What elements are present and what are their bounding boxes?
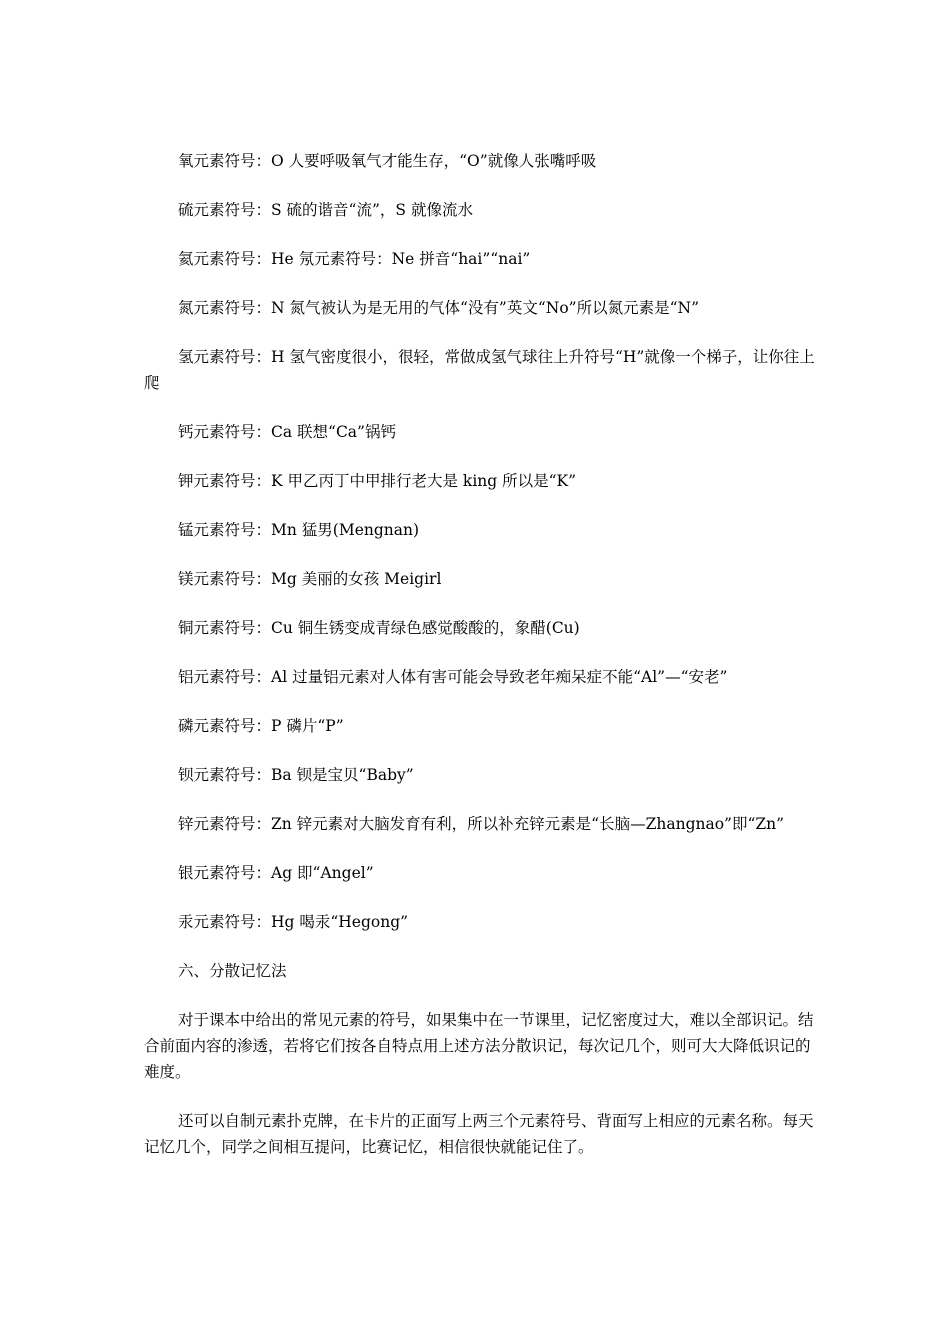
paragraph-oxygen: 氧元素符号：O 人要呼吸氧气才能生存，“O”就像人张嘴呼吸: [178, 152, 597, 170]
paragraph-helium-neon: 氦元素符号：He 氖元素符号：Ne 拼音“hai”“nai”: [178, 250, 531, 268]
document-body: [144, 148, 820, 1183]
paragraph-barium: 钡元素符号：Ba 钡是宝贝“Baby”: [178, 766, 414, 784]
paragraph-hydrogen: 氢元素符号：H 氢气密度很小，很轻，常做成氢气球往上升符号“H”就像一个梯子，让你往上爬: [144, 348, 815, 392]
paragraph-mercury: 汞元素符号：Hg 喝汞“Hegong”: [178, 913, 409, 931]
paragraph-potassium: 钾元素符号：K 甲乙丙丁中甲排行老大是 king 所以是“K”: [178, 472, 577, 490]
paragraph-phosphorus: 磷元素符号：P 磷片“P”: [178, 717, 344, 735]
paragraph-element-cards: 还可以自制元素扑克牌，在卡片的正面写上两三个元素符号、背面写上相应的元素名称。每天记忆几个，同学之间相互提问，比赛记忆，相信很快就能记住了。: [144, 1112, 814, 1156]
paragraph-magnesium: 镁元素符号：Mg 美丽的女孩 Meigirl: [178, 570, 442, 588]
paragraph-nitrogen: 氮元素符号：N 氮气被认为是无用的气体“没有”英文“No”所以氮元素是“N”: [178, 299, 699, 317]
paragraph-zinc: 锌元素符号：Zn 锌元素对大脑发育有利，所以补充锌元素是“长脑—Zhangnao”即“Zn”: [178, 815, 785, 833]
paragraph-dispersed-memory: 对于课本中给出的常见元素的符号，如果集中在一节课里，记忆密度过大，难以全部识记。结合前面内容的渗透，若将它们按各自特点用上述方法分散识记，每次记几个，则可大大降低识记的难度。: [144, 1011, 814, 1081]
paragraph-calcium: 钙元素符号：Ca 联想“Ca”锅钙: [178, 423, 396, 441]
paragraph-silver: 银元素符号：Ag 即“Angel”: [178, 864, 374, 882]
paragraph-sulfur: 硫元素符号：S 硫的谐音“流”，S 就像流水: [178, 201, 473, 219]
paragraph-aluminum: 铝元素符号：Al 过量铝元素对人体有害可能会导致老年痴呆症不能“Al”—“安老”: [178, 668, 728, 686]
paragraph-copper: 铜元素符号：Cu 铜生锈变成青绿色感觉酸酸的，象醋(Cu): [178, 619, 580, 637]
paragraph-manganese: 锰元素符号：Mn 猛男(Mengnan): [178, 521, 420, 539]
section-heading: 六、分散记忆法: [178, 962, 287, 980]
